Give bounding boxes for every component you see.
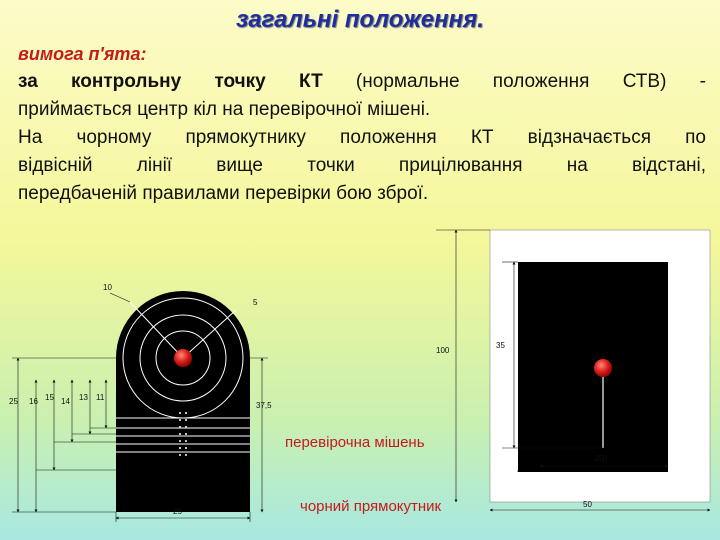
black-rectangle-sheet [490, 230, 710, 510]
aim-point [174, 349, 192, 367]
left-dimension-lines [12, 358, 116, 512]
dim-100 [436, 230, 490, 502]
dim-35-label: 35 [496, 341, 505, 350]
black-rectangle-label: чорний прямокутник [300, 498, 442, 515]
slide-title: загальні положення. [236, 6, 484, 33]
dim-37-5-label: 37,5 [256, 401, 272, 410]
black-rectangle [518, 262, 668, 472]
check-target [9, 283, 272, 522]
dim-25-left-label: 25 [9, 397, 18, 406]
paragraph-line-2: приймається центр кіл на перевірочної мішені. [18, 99, 431, 120]
paragraph-line-3: На чорному прямокутнику положення КТ відзначається по [18, 127, 706, 148]
dim-13-label: 13 [79, 393, 88, 402]
dim-100-label: 100 [436, 346, 450, 355]
dim-250-label: 250 [594, 454, 608, 463]
dim-11-label: 11 [96, 393, 105, 402]
dim-16-label: 16 [29, 397, 38, 406]
requirement-subtitle: вимога п'ята: [18, 44, 147, 64]
paragraph-line-5: передбаченій правилами перевірки бою зброї. [18, 183, 429, 204]
paragraph-line-1: за контрольну точку КТ (нормальне положення СТВ) - [18, 71, 706, 92]
control-point-term: за контрольну точку КТ [18, 71, 323, 92]
dim-25-bottom-label: 25 [173, 507, 182, 516]
dim-50-label: 50 [583, 500, 592, 509]
paragraph-line-4: відвісній лінії вище точки прицілювання на відстані, [18, 155, 706, 176]
dim-15-label: 15 [45, 393, 54, 402]
check-target-label: перевірочна мішень [285, 434, 425, 451]
dim-14-label: 14 [61, 397, 70, 406]
control-point [594, 359, 612, 377]
dim-10-label: 10 [103, 283, 112, 292]
dim-5-label: 5 [253, 298, 258, 307]
